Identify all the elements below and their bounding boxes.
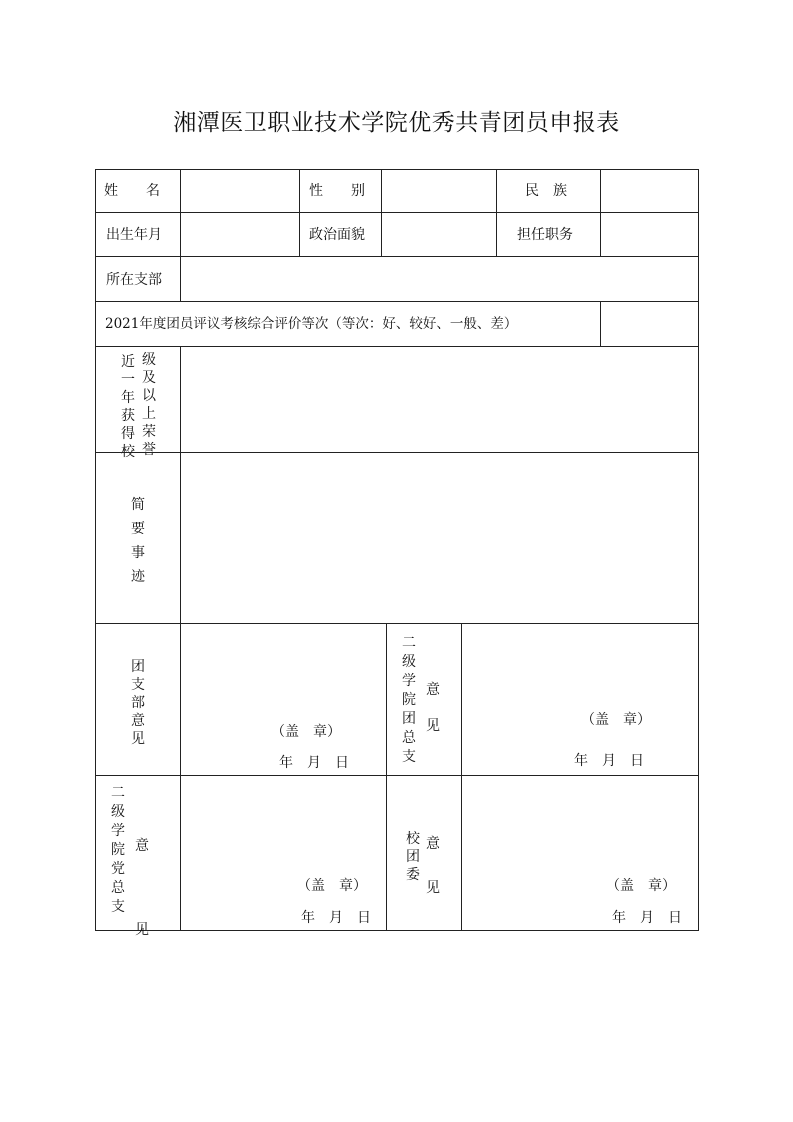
college-party-label-col2: 意见 (135, 838, 149, 938)
branch-input[interactable] (180, 256, 699, 302)
birth-label: 出生年月 (106, 227, 162, 243)
gender-label: 性 别 (309, 183, 365, 199)
branch-opinion-label: 团支部意见 (131, 659, 145, 747)
school-league-seal: （盖 章） (606, 878, 676, 894)
ethnicity-input[interactable] (600, 169, 699, 213)
college-party-label-cell (95, 775, 181, 938)
position-label: 担任职务 (517, 227, 573, 243)
political-input[interactable] (381, 212, 497, 257)
college-league-seal: （盖 章） (581, 712, 651, 728)
birth-input[interactable] (180, 212, 300, 257)
college-league-label-cell (386, 623, 462, 776)
branch-opinion-input[interactable] (180, 623, 387, 776)
ethnicity-label-cell (496, 169, 601, 213)
school-league-input[interactable] (461, 775, 699, 931)
position-label-cell (496, 212, 601, 257)
branch-opinion-label-cell (95, 623, 181, 776)
name-label-cell (95, 169, 181, 213)
political-label: 政治面貌 (309, 227, 365, 243)
college-league-input[interactable] (461, 623, 699, 776)
school-league-label-col2: 意见 (426, 836, 440, 896)
ethnicity-label: 民 族 (525, 183, 567, 199)
college-league-label-col2: 意见 (426, 682, 440, 734)
position-input[interactable] (600, 212, 699, 257)
school-league-label-cell (386, 775, 462, 931)
school-league-date: 年 月 日 (612, 910, 682, 926)
branch-label: 所在支部 (106, 272, 162, 288)
college-party-seal: （盖 章） (297, 878, 367, 894)
page-title: 湘潭医卫职业技术学院优秀共青团员申报表 (173, 110, 620, 136)
evaluation-label: 2021年度团员评议考核综合评价等次（等次：好、较好、一般、差） (105, 316, 518, 332)
honors-label-col2: 级及以上荣誉 (142, 352, 156, 458)
gender-label-cell (299, 169, 382, 213)
honors-label-col1: 近一年获得校 (121, 354, 135, 460)
gender-input[interactable] (381, 169, 497, 213)
college-party-date: 年 月 日 (301, 910, 371, 926)
deeds-label-cell (95, 452, 181, 624)
college-party-label-col1: 二级学院党总支 (111, 785, 125, 915)
school-league-label-col1: 校团委 (406, 831, 420, 883)
college-league-label-col1: 二级学院团总支 (402, 635, 416, 765)
name-label: 姓 名 (104, 183, 160, 199)
evaluation-input[interactable] (600, 301, 699, 347)
branch-opinion-seal: （盖 章） (271, 724, 341, 740)
honors-input[interactable] (180, 346, 699, 453)
evaluation-label-cell (95, 301, 601, 347)
branch-opinion-date: 年 月 日 (279, 755, 349, 771)
deeds-input[interactable] (180, 452, 699, 624)
birth-label-cell (95, 212, 181, 257)
branch-label-cell (95, 256, 181, 302)
honors-label-cell (95, 346, 181, 460)
college-league-date: 年 月 日 (574, 753, 644, 769)
deeds-label: 简要事迹 (131, 497, 145, 585)
name-input[interactable] (180, 169, 300, 213)
political-label-cell (299, 212, 382, 257)
college-party-input[interactable] (180, 775, 387, 931)
